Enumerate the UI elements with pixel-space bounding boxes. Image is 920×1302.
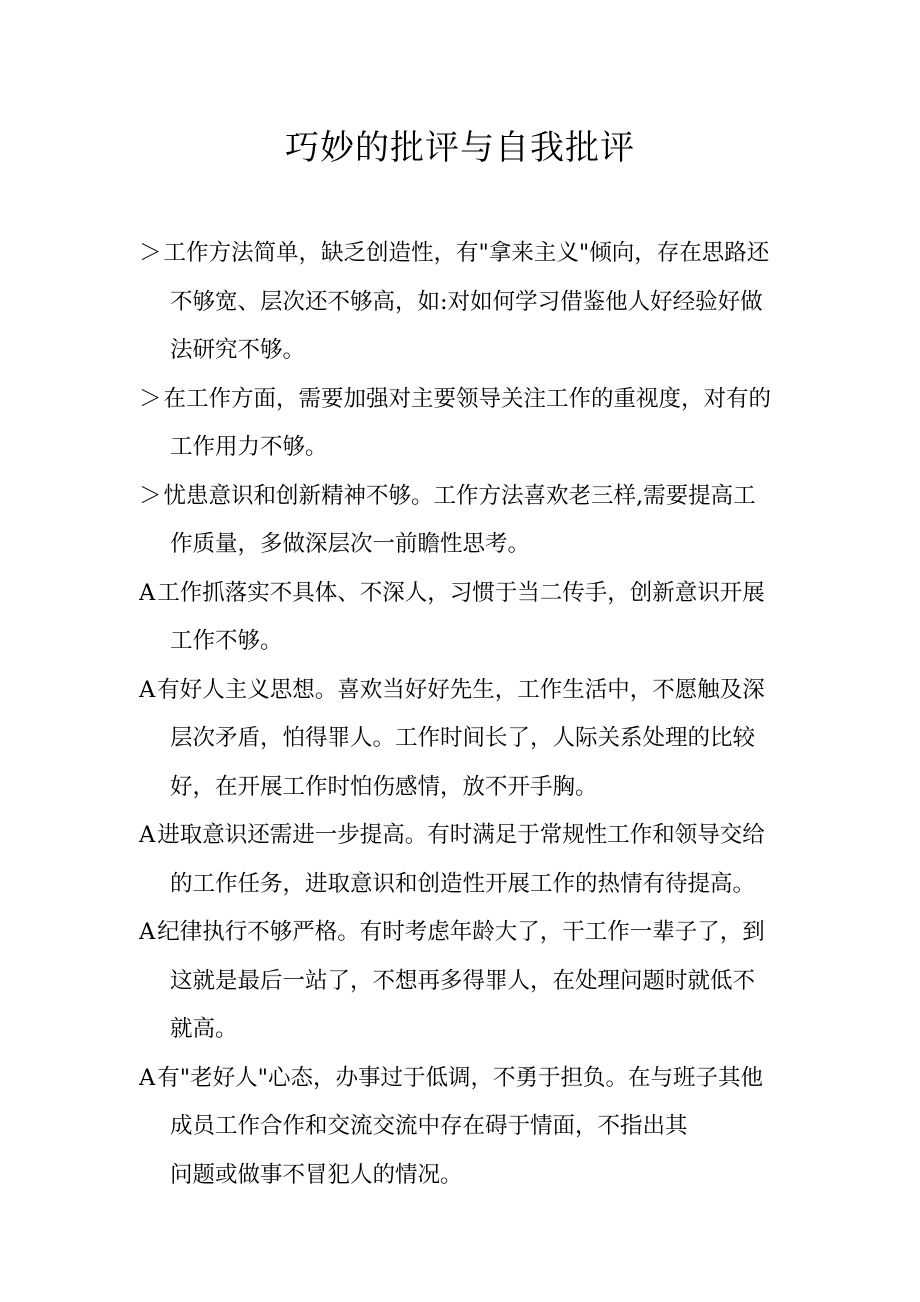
line-text: 就高。: [170, 1016, 238, 1042]
bullet-marker: A: [139, 676, 156, 703]
line-text: 这就是最后一站了，不想再多得罪人，在处理问题时就低不: [170, 967, 756, 994]
bullet-marker: A: [139, 822, 156, 848]
line-text: 忧患意识和创新精神不够。工作方法喜欢老三样,需要提高工: [163, 482, 756, 509]
line-text: 工作方法简单，缺乏创造性，有"拿来主义"倾向，存在思路还: [163, 240, 770, 266]
list-item-first-line: [139, 1054, 789, 1103]
line-text: 法研究不够。: [170, 337, 306, 363]
bullet-marker: ＞: [139, 482, 162, 509]
line-text: 成员工作合作和交流交流中存在碍于情面，不指出其: [170, 1113, 688, 1139]
list-item: [139, 908, 789, 1054]
document-body: [139, 229, 789, 1199]
list-item: [139, 375, 789, 472]
line-text: 不够宽、层次还不够高，如:对如何学习借鉴他人好经验好做: [170, 288, 763, 315]
list-item-first-line: [139, 666, 789, 715]
document-title: 巧妙的批评与自我批评: [285, 128, 635, 168]
line-text: 纪律执行不够严格。有时考虑年龄大了，干工作一辈子了，到: [157, 919, 765, 945]
line-text: 的工作任务，进取意识和创造性开展工作的热情有待提高。: [170, 870, 756, 897]
line-text: 问题或做事不冒犯人的情况。: [170, 1161, 463, 1188]
line-text: 工作不够。: [170, 628, 283, 654]
line-text: 工作用力不够。: [170, 434, 328, 460]
list-item-first-line: [139, 229, 789, 278]
line-text: 有"老好人"心态，办事过于低调，不勇于担负。在与班子其他: [157, 1064, 763, 1091]
list-item: [139, 229, 789, 375]
list-item: [139, 472, 789, 569]
bullet-marker: ＞: [139, 240, 162, 266]
list-item: [139, 666, 789, 812]
list-item-first-line: [139, 908, 789, 957]
line-text: 在工作方面，需要加强对主要领导关注工作的重视度，对有的: [163, 385, 772, 412]
list-item: [139, 569, 789, 666]
line-text: 有好人主义思想。喜欢当好好先生，工作生活中，不愿触及深: [157, 676, 765, 703]
list-item: [139, 1054, 789, 1200]
bullet-marker: ＞: [139, 385, 162, 412]
list-item-first-line: [139, 375, 789, 424]
bullet-marker: A: [139, 1064, 156, 1091]
line-text: 作质量，多做深层次一前瞻性思考。: [170, 531, 531, 557]
line-text: 好，在开展工作时怕伤感情，放不开手胸。: [170, 773, 598, 800]
line-text: 层次矛盾，怕得罪人。工作时间长了，人际关系处理的比较: [170, 725, 756, 751]
list-item-first-line: [139, 569, 789, 618]
list-item-first-line: [139, 472, 789, 521]
line-text: 进取意识还需进一步提高。有时满足于常规性工作和领导交给: [157, 822, 765, 848]
line-text: 工作抓落实不具体、不深人，习惯于当二传手，创新意识开展: [157, 579, 765, 606]
list-item: [139, 811, 789, 908]
list-item-first-line: [139, 811, 789, 860]
bullet-marker: A: [139, 919, 156, 945]
bullet-marker: A: [139, 579, 156, 606]
